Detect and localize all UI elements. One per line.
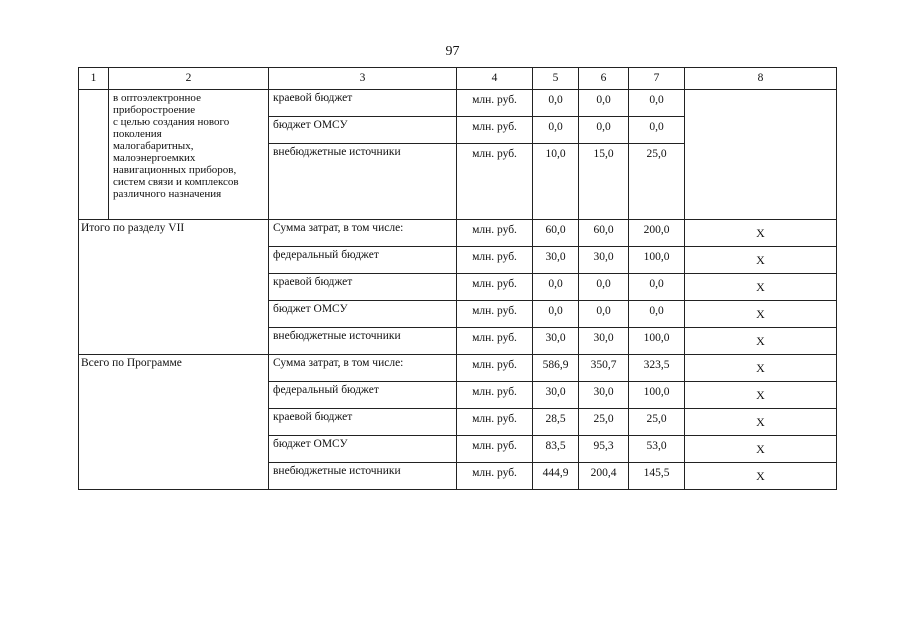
- program-total-label: Всего по Программе: [79, 355, 269, 490]
- column-header-row: [79, 68, 837, 90]
- description-line: в оптоэлектронное: [113, 92, 201, 104]
- column-header: 7: [629, 68, 685, 90]
- value-col5: 0,0: [533, 301, 579, 328]
- value-col8: Х: [685, 328, 837, 355]
- value-col7: 0,0: [629, 274, 685, 301]
- value-col5: 0,0: [533, 90, 579, 117]
- funding-source: внебюджетные источники: [269, 328, 457, 355]
- value-col6: 25,0: [579, 409, 629, 436]
- value-col5: 30,0: [533, 328, 579, 355]
- unit-cell: млн. руб.: [457, 220, 533, 247]
- unit-cell: млн. руб.: [457, 463, 533, 490]
- unit-cell: млн. руб.: [457, 409, 533, 436]
- funding-source: бюджет ОМСУ: [269, 301, 457, 328]
- value-col7: 323,5: [629, 355, 685, 382]
- description-line: систем связи и комплексов: [113, 176, 239, 188]
- description-line: малогабаритных,: [113, 140, 194, 152]
- value-col5: 83,5: [533, 436, 579, 463]
- value-col5: 0,0: [533, 117, 579, 144]
- value-col6: 0,0: [579, 117, 629, 144]
- funding-source: бюджет ОМСУ: [269, 436, 457, 463]
- value-col7: 100,0: [629, 328, 685, 355]
- value-col7: 200,0: [629, 220, 685, 247]
- column-header: 5: [533, 68, 579, 90]
- funding-source: федеральный бюджет: [269, 382, 457, 409]
- value-col6: 30,0: [579, 382, 629, 409]
- value-col8: Х: [685, 463, 837, 490]
- column-header: 8: [685, 68, 837, 90]
- page-number: 97: [445, 44, 460, 59]
- unit-cell: млн. руб.: [457, 247, 533, 274]
- value-col7: 25,0: [629, 409, 685, 436]
- value-col7: 145,5: [629, 463, 685, 490]
- value-col6: 15,0: [579, 144, 629, 220]
- value-col6: 95,3: [579, 436, 629, 463]
- value-col6: 0,0: [579, 301, 629, 328]
- value-col7: 100,0: [629, 382, 685, 409]
- value-col5: 30,0: [533, 382, 579, 409]
- value-col6: 60,0: [579, 220, 629, 247]
- unit-cell: млн. руб.: [457, 117, 533, 144]
- value-col6: 0,0: [579, 90, 629, 117]
- value-col7: 100,0: [629, 247, 685, 274]
- funding-source: краевой бюджет: [269, 274, 457, 301]
- funding-source: федеральный бюджет: [269, 247, 457, 274]
- row-number-cell: [79, 90, 109, 220]
- value-col8: Х: [685, 382, 837, 409]
- column-header: 3: [269, 68, 457, 90]
- value-col5: 10,0: [533, 144, 579, 220]
- funding-source: бюджет ОМСУ: [269, 117, 457, 144]
- value-col6: 200,4: [579, 463, 629, 490]
- funding-source: Сумма затрат, в том числе:: [269, 220, 457, 247]
- measure-description: [109, 90, 269, 220]
- value-col5: 586,9: [533, 355, 579, 382]
- value-col8: Х: [685, 355, 837, 382]
- value-col8: Х: [685, 436, 837, 463]
- funding-source: Сумма затрат, в том числе:: [269, 355, 457, 382]
- description-line: навигационных приборов,: [113, 164, 237, 176]
- unit-cell: млн. руб.: [457, 328, 533, 355]
- funding-source: внебюджетные источники: [269, 463, 457, 490]
- value-col5: 0,0: [533, 274, 579, 301]
- unit-cell: млн. руб.: [457, 144, 533, 220]
- column-header: 4: [457, 68, 533, 90]
- budget-table: [78, 67, 837, 490]
- funding-source: краевой бюджет: [269, 409, 457, 436]
- column-header: 2: [109, 68, 269, 90]
- value-col5: 444,9: [533, 463, 579, 490]
- value-col7: 0,0: [629, 301, 685, 328]
- value-col6: 30,0: [579, 247, 629, 274]
- table-row: [79, 220, 837, 247]
- unit-cell: млн. руб.: [457, 274, 533, 301]
- value-col6: 350,7: [579, 355, 629, 382]
- value-col6: 0,0: [579, 274, 629, 301]
- value-col7: 25,0: [629, 144, 685, 220]
- column-header: 1: [79, 68, 109, 90]
- value-col8: Х: [685, 247, 837, 274]
- value-col5: 60,0: [533, 220, 579, 247]
- funding-source: краевой бюджет: [269, 90, 457, 117]
- unit-cell: млн. руб.: [457, 90, 533, 117]
- table-row: [79, 355, 837, 382]
- unit-cell: млн. руб.: [457, 301, 533, 328]
- funding-source: внебюджетные источники: [269, 144, 457, 220]
- description-line: с целью создания нового: [113, 116, 230, 128]
- unit-cell: млн. руб.: [457, 436, 533, 463]
- table-row: [79, 90, 837, 117]
- value-col7: 0,0: [629, 90, 685, 117]
- value-col5: 30,0: [533, 247, 579, 274]
- value-col8: Х: [685, 220, 837, 247]
- description-line: поколения: [113, 128, 162, 140]
- value-col7: 53,0: [629, 436, 685, 463]
- value-col5: 28,5: [533, 409, 579, 436]
- description-line: малоэнергоемких: [113, 152, 196, 164]
- unit-cell: млн. руб.: [457, 355, 533, 382]
- value-col8: Х: [685, 274, 837, 301]
- unit-cell: млн. руб.: [457, 382, 533, 409]
- value-col6: 30,0: [579, 328, 629, 355]
- value-col8: Х: [685, 409, 837, 436]
- description-line: приборостроение: [113, 104, 196, 116]
- col8-cell: [685, 90, 837, 220]
- description-line: различного назначения: [113, 188, 222, 200]
- column-header: 6: [579, 68, 629, 90]
- value-col7: 0,0: [629, 117, 685, 144]
- value-col8: Х: [685, 301, 837, 328]
- section-total-label: Итого по разделу VII: [79, 220, 269, 355]
